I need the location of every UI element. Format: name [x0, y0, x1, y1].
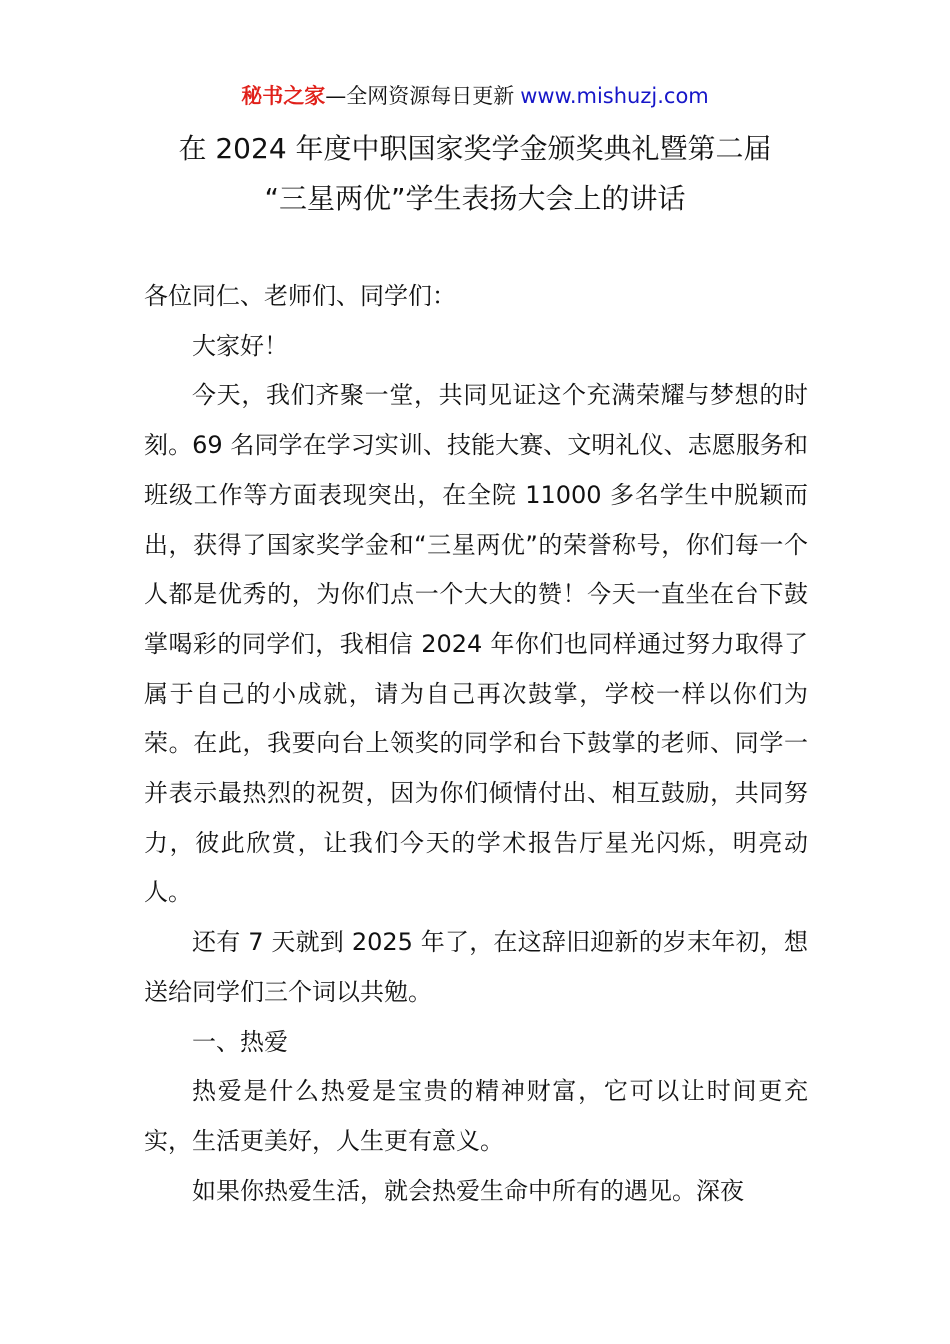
title-line-1: 在 2024 年度中职国家奖学金颁奖典礼暨第二届	[178, 132, 772, 165]
paragraph-opening: 今天，我们齐聚一堂，共同见证这个充满荣耀与梦想的时刻。69 名同学在学习实训、技能大赛、文明礼仪、志愿服务和班级工作等方面表现突出，在全院 11000 多名学生中脱颖而出，获得了国家奖学金和“三星两优”的荣誉称号，你们每一个人都是优秀的，为你们点一个大大的赞！今天一直坐在台下鼓掌喝彩的同学们，我相信 2024 年你们也同样通过努力取得了属于自己的小成就，请为自己再次鼓掌，学校一样以你们为荣。在此，我要向台上领奖的同学和台下鼓掌的老师、同学一并表示最热烈的祝贺，因为你们倾情付出、相互鼓励，共同努力，彼此欣赏，让我们今天的学术报告厅星光闪烁，明亮动人。	[144, 381, 808, 907]
site-header	[0, 78, 950, 114]
paragraph-greeting: 大家好！	[192, 331, 288, 360]
title-line-2: “三星两优”学生表扬大会上的讲话	[264, 182, 686, 215]
document-title	[60, 124, 890, 224]
site-link[interactable]: www.mishuzj.com	[520, 84, 709, 108]
document-body	[144, 272, 808, 1216]
site-brand: 秘书之家	[241, 84, 326, 108]
site-tagline: —全网资源每日更新	[325, 84, 515, 108]
paragraph-love-life: 如果你热爱生活，就会热爱生命中所有的遇见。深夜	[192, 1176, 744, 1205]
paragraph-love-definition: 热爱是什么热爱是宝贵的精神财富，它可以让时间更充实，生活更美好，人生更有意义。	[144, 1077, 808, 1155]
section-heading-love: 一、热爱	[192, 1027, 288, 1056]
paragraph-new-year: 还有 7 天就到 2025 年了，在这辞旧迎新的岁末年初，想送给同学们三个词以共勉。	[144, 928, 808, 1006]
salutation: 各位同仁、老师们、同学们：	[144, 282, 456, 310]
